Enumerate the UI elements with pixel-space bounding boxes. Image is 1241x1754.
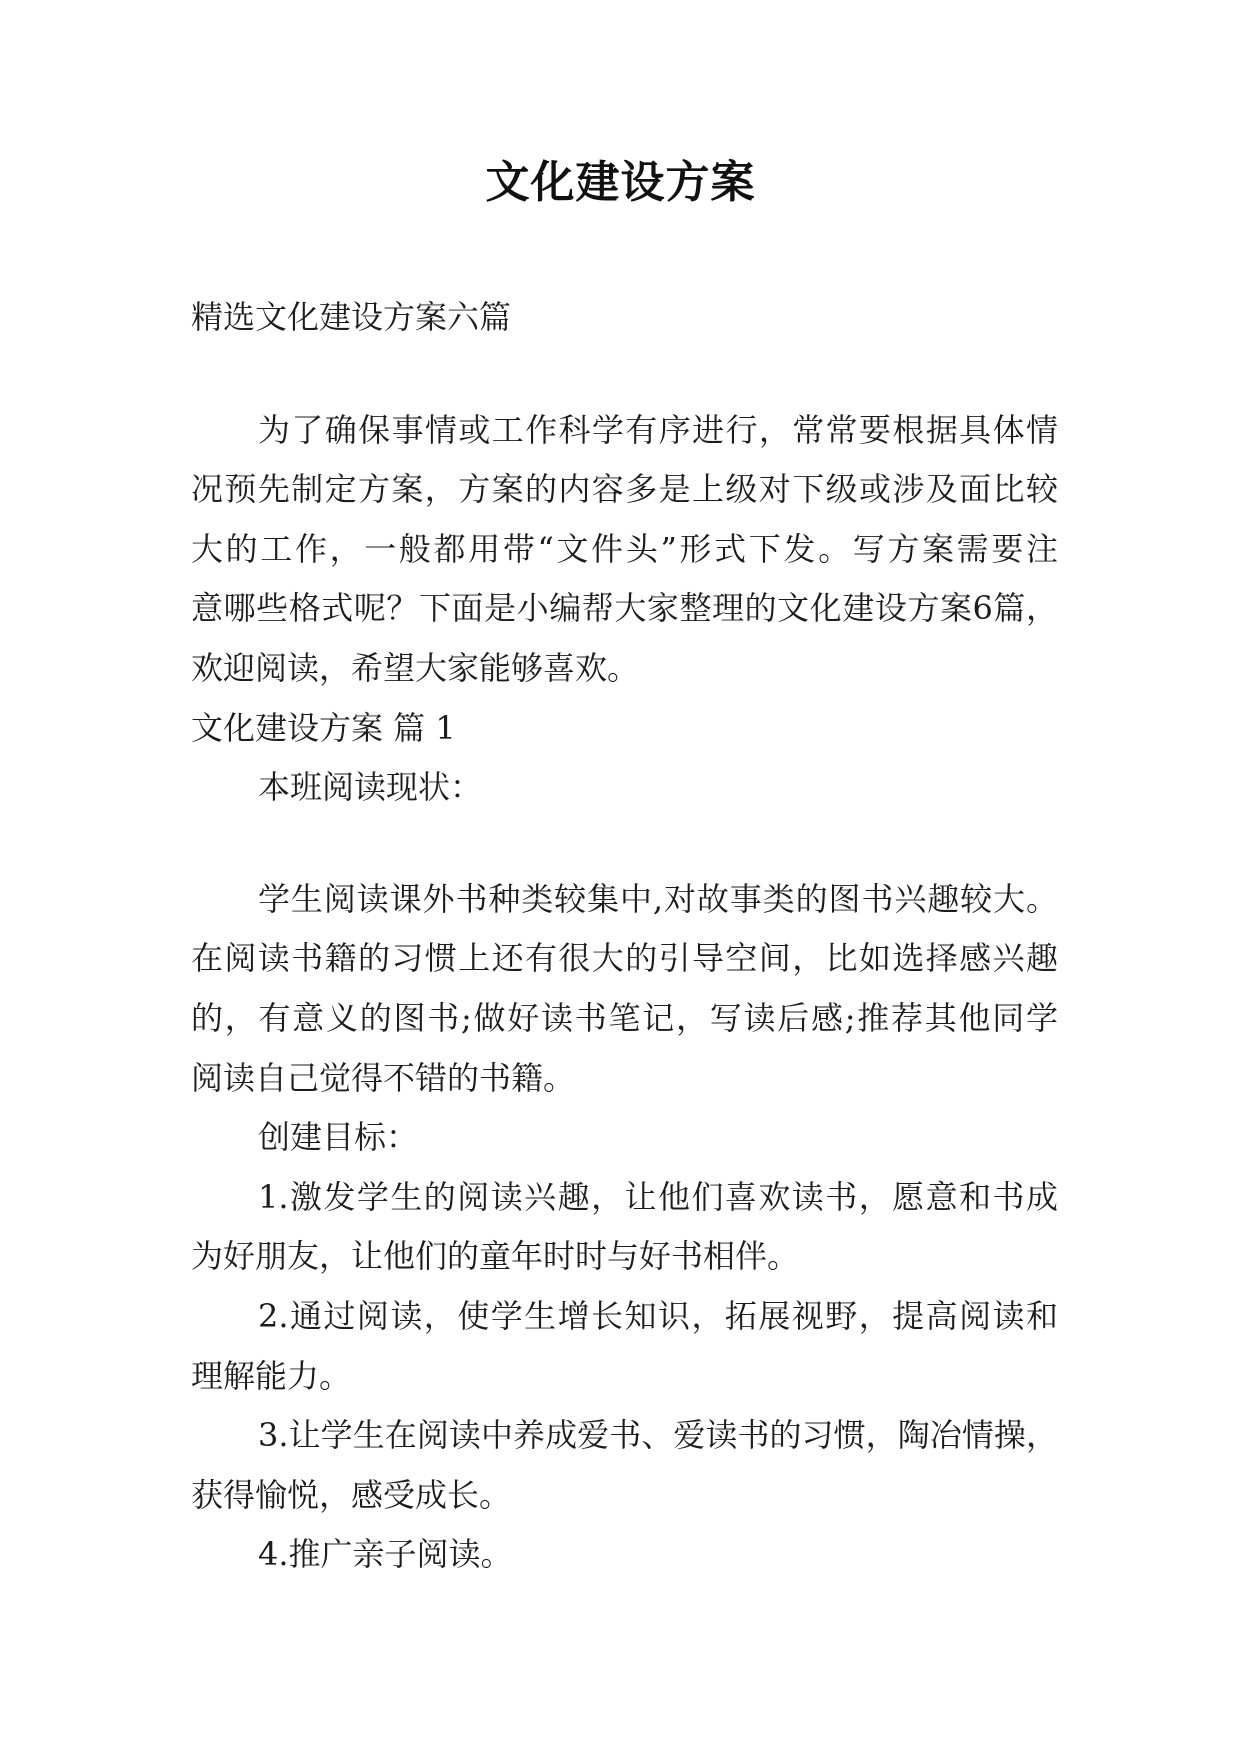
goals-label: 创建目标：: [258, 1118, 419, 1157]
goal-line: 2.通过阅读，使学生增长知识，拓展视野，提高阅读和: [258, 1296, 1058, 1335]
goal-line: 1.激发学生的阅读兴趣，让他们喜欢读书，愿意和书成: [258, 1177, 1058, 1216]
goal-line: 4.推广亲子阅读。: [258, 1535, 513, 1574]
goal-line: 为好朋友，让他们的童年时时与好书相伴。: [191, 1237, 800, 1276]
paragraph-line: 阅读自己觉得不错的书籍。: [191, 1058, 576, 1097]
paragraph-line: 欢迎阅读，希望大家能够喜欢。: [191, 648, 640, 687]
goal-item: [191, 1406, 1058, 1525]
goal-item: [191, 1525, 1058, 1585]
goal-item: [191, 1287, 1058, 1406]
goal-line: 3.让学生在阅读中养成爱书、爱读书的习惯，陶冶情操，: [258, 1416, 1058, 1455]
paragraph-line: 意哪些格式呢？下面是小编帮大家整理的文化建设方案6篇，: [191, 589, 1058, 628]
status-paragraph: [191, 870, 1058, 1108]
intro-paragraph: [191, 401, 1058, 699]
paragraph-line: 的，有意义的图书;做好读书笔记，写读后感;推荐其他同学: [191, 998, 1058, 1037]
goal-item: [191, 1168, 1058, 1287]
paragraph-line: 为了确保事情或工作科学有序进行，常常要根据具体情: [258, 410, 1058, 449]
spacer: [191, 348, 1058, 401]
document-body: [191, 288, 1058, 1585]
section-heading: 文化建设方案 篇 1: [191, 708, 456, 747]
goal-line: 获得愉悦，感受成长。: [191, 1475, 512, 1514]
paragraph-line: 在阅读书籍的习惯上还有很大的引导空间，比如选择感兴趣: [191, 939, 1058, 978]
spacer: [191, 818, 1058, 870]
paragraph-line: 学生阅读课外书种类较集中,对故事类的图书兴趣较大。: [258, 879, 1058, 918]
goal-line: 理解能力。: [191, 1356, 352, 1395]
paragraph-line: 大的工作，一般都用带“文件头”形式下发。写方案需要注: [191, 529, 1058, 568]
paragraph-line: 况预先制定方案，方案的内容多是上级对下级或涉及面比较: [191, 470, 1058, 509]
status-label: 本班阅读现状：: [258, 768, 483, 807]
goals-list: [191, 1168, 1058, 1585]
document-title: 文化建设方案: [485, 157, 756, 208]
document-subtitle: 精选文化建设方案六篇: [191, 298, 512, 336]
